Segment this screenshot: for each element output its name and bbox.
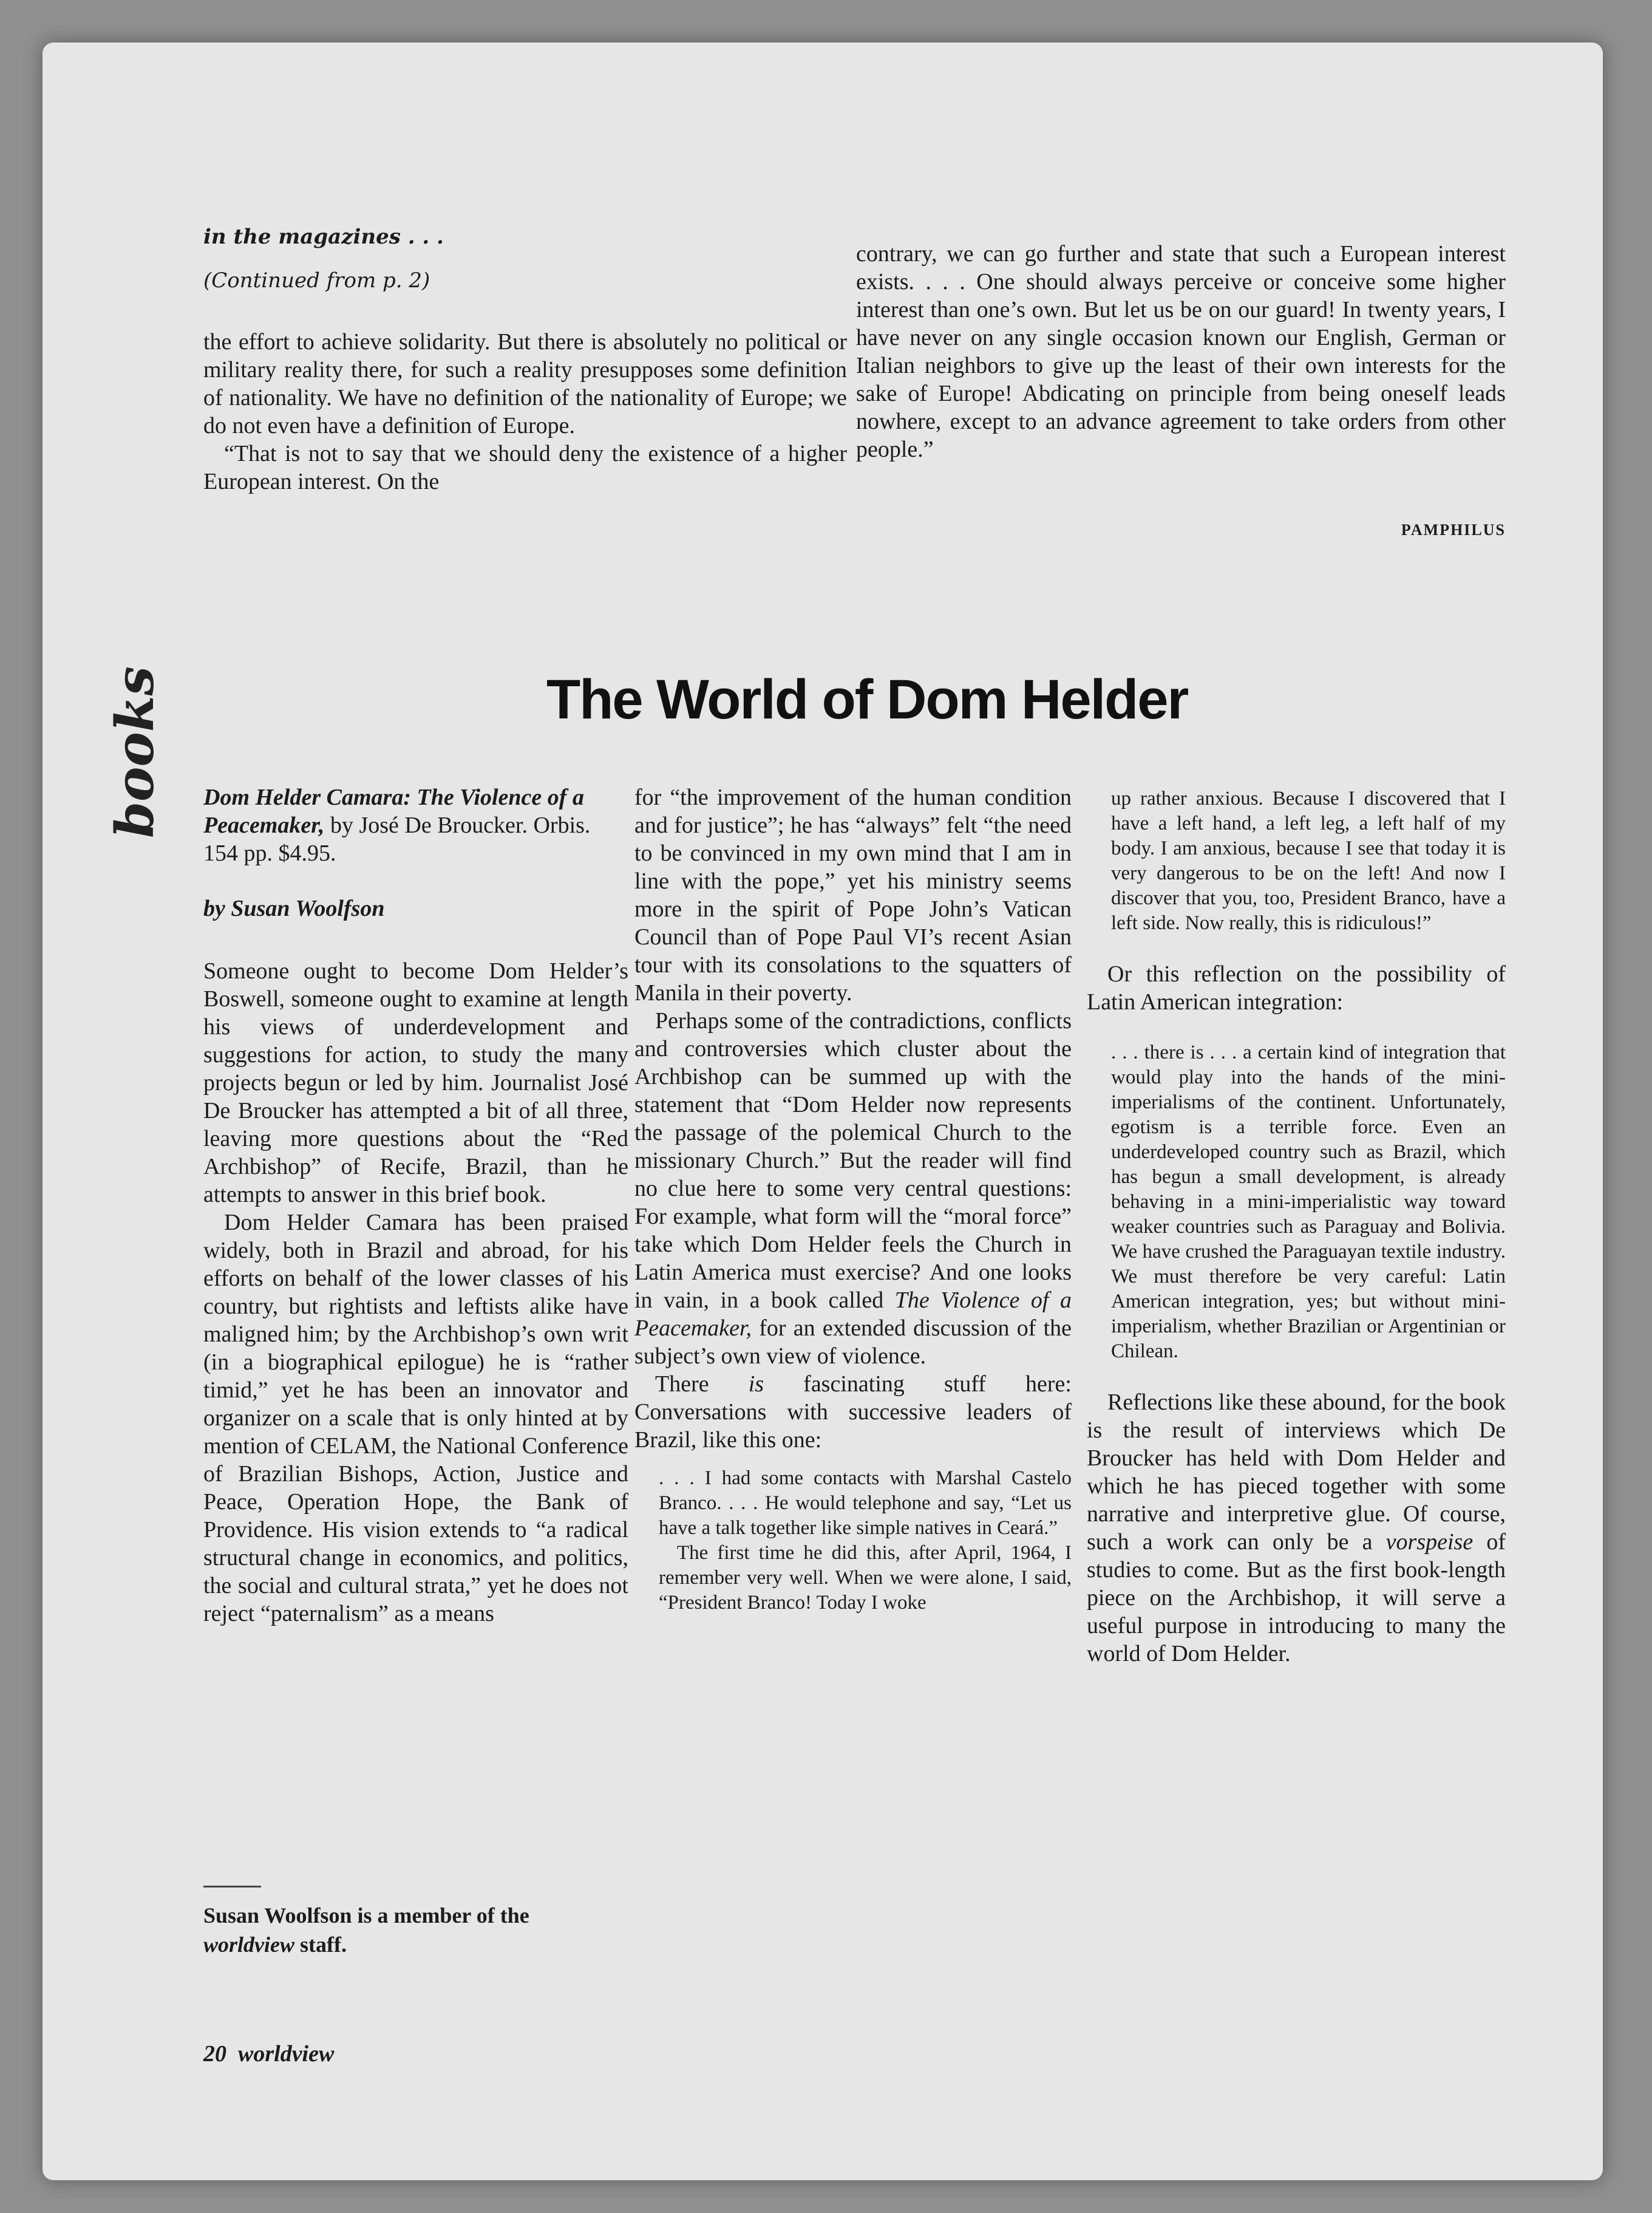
text-run: Perhaps some of the contradictions, conflicts and controversies which cluster about the Archbishop can be summed up with the statement that “Dom Helder now represents the passage of the polemical Church to the missionary Church.” But the reader will find no clue here to some very central questions: For example, what form will the “moral force” take which Dom Helder feels the Church in Latin America must exercise? And one looks in vain, in a book called [634,1008,1072,1313]
text-run: Reflections like these abound, for the book is the result of interviews which De Broucker has held with Dom Helder and which he has pieced together with some narrative and interpretive glue. Of course, such a work can only be a [1087,1390,1506,1555]
text-run: There [655,1371,749,1397]
review-paragraph: for “the improvement of the human condition and for justice”; he has “always” felt “the need to be convinced in my own mind that I am in line with the pope,” yet his ministry seems more in the spirit of Pope John’s Vatican Council than of Pope Paul VI’s recent Asian tour with its consolations to the squatters of Manila in their poverty. [634,785,1072,1006]
review-paragraph: Someone ought to become Dom Helder’s Boswell, someone ought to examine at length his views of underdevelopment and suggestions for action, to study the many projects begun or led by him. Journalist José De Broucker has attempted a bit of all three, leaving more questions about the “Red Archbishop” of Recife, Brazil, than he attempts to answer in this brief book. [203,958,628,1207]
review-paragraph: Or this reflection on the possibility of Latin American integration: [1087,961,1506,1015]
footer-magazine: worldview [238,2041,335,2067]
byline: by Susan Woolfson [203,896,385,921]
quote-paragraph: up rather anxious. Because I discovered that I have a left hand, a left leg, a left half of my body. I am anxious, because I see that today it is very dangerous to be on the left! And now I discover that you, too, President Branco, have a left side. Now really, this is ridiculous!” [1111,788,1506,934]
book-info: by José De Broucker. Orbis. 154 pp. $4.95. [203,813,591,866]
review-body-col1 [203,957,628,1628]
book-title-italic: The Violence of a Peacemaker, [634,1287,1072,1341]
magazines-paragraph: the effort to achieve solidarity. But there is absolutely no political or military reality there, for such a reality presupposes some definition of nationality. We have no definition of the nationality of Europe; we do not even have a definition of Europe. [203,329,847,438]
quote-paragraph: . . . there is . . . a certain kind of integration that would play into the hands of the mini-imperialisms of the continent. Unfortunately, egotism is a terrible force. Even an underdeveloped country such as Brazil, which has begun a small development, is already behaving in a mini-imperialistic way toward weaker countries such as Paraguay and Bolivia. We have crushed the Paraguayan textile industry. We must therefore be very careful: Latin American integration, yes; but without mini-imperialism, whether Brazilian or Argentinian or Chilean. [1111,1042,1506,1362]
review-paragraph [634,1007,1072,1370]
block-quote-2 [1087,1040,1506,1364]
magazine-page [42,43,1603,2180]
magazines-paragraph: contrary, we can go further and state that such a European interest exists. . . . One should always perceive or conceive some higher interest than one’s own. But let us be on our guard! In twenty years, I have never on any single occasion known our English, German or Italian neighbors to give up the least of their own interests for the sake of Europe! Abdicating on principle from being oneself leads nowhere, except to an advance agreement to take orders from other people.” [856,241,1506,462]
section-label-books: books [104,666,166,838]
quote-paragraph: The first time he did this, after April, 1964, I remember very well. When we were alone, I said, “President Branco! Today I woke [659,1542,1072,1614]
review-paragraph [1087,1388,1506,1668]
text-run: for an extended discussion of the subject’s own view of violence. [634,1315,1072,1369]
book-title: Dom Helder Camara: The Violence of a Peacemaker, [203,785,584,838]
footnote-rule [203,1886,261,1887]
author-bio [203,1901,622,1959]
quote-paragraph: . . . I had some contacts with Marshal Castelo Branco. . . . He would telephone and say, “Let us have a talk together like simple natives in Ceará.” [659,1467,1072,1539]
continued-note: (Continued from p. 2) [203,268,430,293]
text-run: of studies to come. But as the first book-length piece on the Archbishop, it will serve a useful purpose in introducing to many the world of Dom Helder. [1087,1529,1506,1666]
bio-magazine: worldview [203,1932,294,1957]
magazines-column-1 [203,328,847,496]
signature: PAMPHILUS [1401,521,1506,539]
article-title: The World of Dom Helder [546,669,1188,731]
review-column-3 [1087,786,1506,1668]
bio-text: Susan Woolfson is a member of the [203,1903,529,1928]
review-column-1 [203,783,628,1628]
magazines-header: in the magazines . . . [203,225,444,249]
page-number: 20 [203,2041,226,2067]
bio-text-end: staff. [294,1932,347,1957]
review-column-2 [634,783,1072,1615]
page-footer [203,2041,334,2067]
block-quote-continued [1087,786,1506,936]
emphasis: vorspeise [1385,1529,1474,1555]
review-paragraph [634,1370,1072,1454]
block-quote-1 [634,1466,1072,1615]
book-citation [203,783,628,867]
text-run: fascinating stuff here: Conversations with successive leaders of Brazil, like this one: [634,1371,1072,1453]
emphasis: is [748,1371,764,1397]
magazines-column-2 [856,240,1506,463]
review-paragraph: Dom Helder Camara has been praised widely, both in Brazil and abroad, for his efforts on behalf of the lower classes of his country, but rightists and leftists alike have maligned him; by the Archbishop’s own writ (in a biographical epilogue) he is “rather timid,” yet he has been an innovator and organizer on a scale that is only hinted at by mention of CELAM, the National Conference of Brazilian Bishops, Action, Justice and Peace, Operation Hope, the Bank of Providence. His vision extends to “a radical structural change in economics, and politics, the social and cultural strata,” yet he does not reject “paternalism” as a means [203,1210,628,1626]
magazines-paragraph: “That is not to say that we should deny the existence of a higher European interest. On the [203,441,847,494]
